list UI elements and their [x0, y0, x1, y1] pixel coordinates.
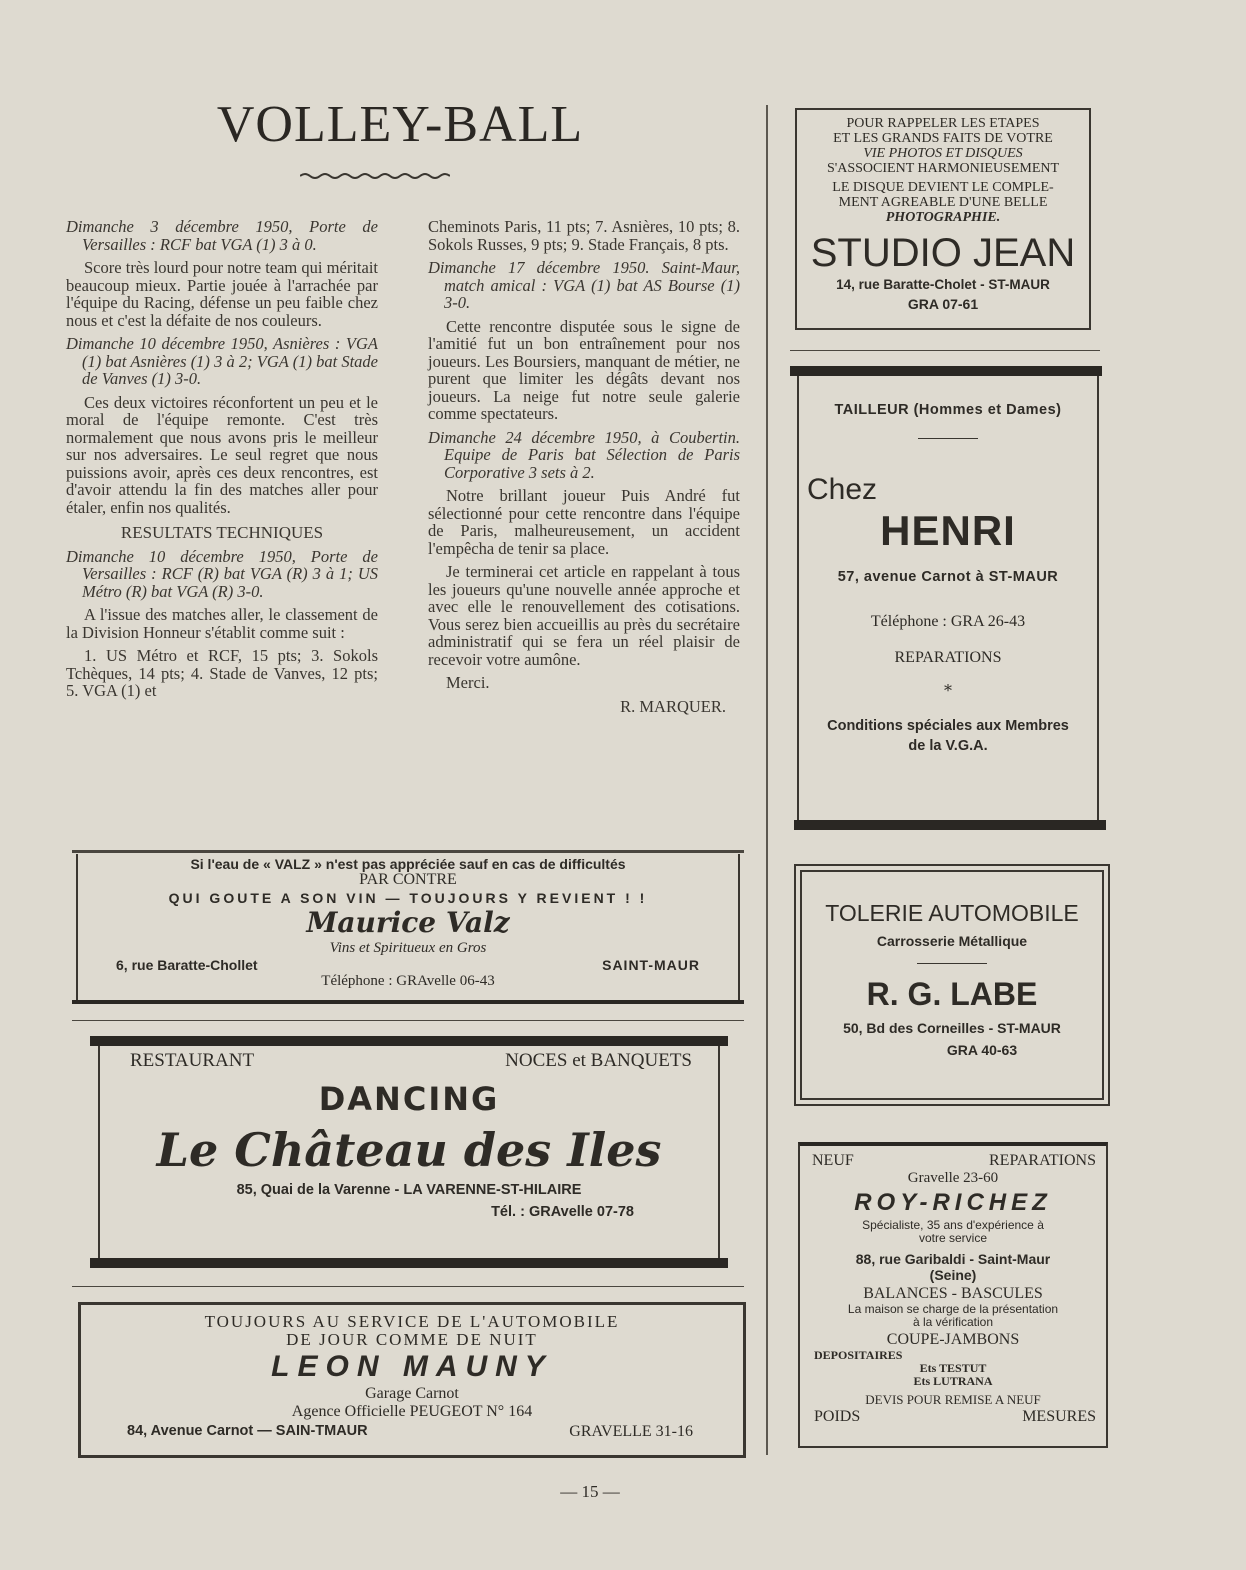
ad-line: DEPOSITAIRES	[814, 1348, 903, 1362]
ad-henri	[797, 376, 1099, 820]
ad-line: REPARATIONS	[989, 1152, 1096, 1169]
ad-line: Garage Carnot	[365, 1385, 459, 1402]
ad-address: 14, rue Baratte-Cholet - ST-MAUR	[836, 277, 1050, 292]
ad-chateau	[98, 1046, 720, 1260]
ad-line: MENT AGREABLE D'UNE BELLE	[838, 195, 1048, 210]
paragraph: Cheminots Paris, 11 pts; 7. Asnières, 10 pts; 8. Sokols Russes, 9 pts; 9. Stade Français, 8 pts.	[428, 217, 740, 254]
title-ornament	[300, 172, 450, 180]
paragraph: Dimanche 24 décembre 1950, à Coubertin. Equipe de Paris bat Sélection de Paris Corporative 3 sets à 2.	[428, 427, 740, 482]
ad-line: Si l'eau de « VALZ » n'est pas appréciée sauf en cas de difficultés	[190, 856, 626, 872]
ad-line: TOUJOURS AU SERVICE DE L'AUTOMOBILE	[204, 1312, 620, 1331]
ad-line: BALANCES - BASCULES	[863, 1285, 1043, 1302]
ad-line: PHOTOGRAPHIE.	[885, 210, 1001, 225]
column-divider	[766, 105, 768, 1455]
ad-line: de la V.G.A.	[908, 738, 988, 754]
paragraph: Je terminerai cet article en rappelant à tous les joueurs qu'une nouvelle année approche et avec elle le renouvellement des cotisations. Vous serez bien accueillis au près du secrétaire administratif qui se fera un réel plaisir de recevoir votre aumône.	[428, 562, 740, 669]
ad-line: VIE PHOTOS ET DISQUES	[863, 146, 1023, 161]
ad-phone: Gravelle 23-60	[907, 1170, 999, 1186]
paragraph: Score très lourd pour notre team qui méritait beaucoup mieux. Partie jouée à l'arrachée par l'équipe du Racing, défense un peu faible chez nous et c'est la défaite de nos couleurs.	[66, 258, 378, 330]
paragraph: Notre brillant joueur Puis André fut sélectionné pour cette rencontre dans l'équipe de Paris, malheureusement, un accident l'empêcha de tenir sa place.	[428, 486, 740, 558]
ad-phone: Téléphone : GRA 26-43	[870, 613, 1026, 630]
ad-line: Carrosserie Métallique	[876, 933, 1028, 949]
paragraph: Ces deux victoires réconfortent un peu et le moral de l'équipe remonte. C'est très normalement que nous avons pris le meilleur sur nos adversaires. Le seul regret que nous puissions avoir, après ces deux rencontres, est d'avoir attendu la fin des matches aller pour étaler, enfin nos qualités.	[66, 392, 378, 517]
divider	[794, 820, 1106, 830]
divider	[90, 1258, 728, 1268]
ad-phone: GRA 40-63	[946, 1042, 1018, 1058]
ad-chez: Chez	[807, 473, 878, 506]
ad-line: RESTAURANT	[130, 1050, 255, 1071]
ad-line: COUPE-JAMBONS	[886, 1331, 1020, 1348]
ad-line: La maison se charge de la présentation	[847, 1302, 1059, 1316]
ad-phone: GRA 07-61	[907, 296, 979, 312]
ad-valz	[76, 854, 740, 1000]
ad-line: (Seine)	[929, 1267, 977, 1283]
ad-line: Ets TESTUT	[919, 1361, 987, 1375]
ad-address: 88, rue Garibaldi - Saint-Maur	[855, 1251, 1051, 1267]
star-icon: *	[944, 681, 952, 700]
ad-address: 85, Quai de la Varenne - LA VARENNE-ST-HILAIRE	[236, 1182, 582, 1198]
ad-line: ET LES GRANDS FAITS DE VOTRE	[833, 131, 1053, 146]
ad-name: STUDIO JEAN	[810, 231, 1076, 275]
ad-mauny	[78, 1302, 746, 1458]
ad-name: LEON MAUNY	[271, 1350, 553, 1383]
ad-line: votre service	[918, 1231, 988, 1245]
ad-name: Le Château des Iles	[156, 1123, 662, 1177]
ad-line: Conditions spéciales aux Membres	[827, 718, 1069, 734]
ad-line: POUR RAPPELER LES ETAPES	[846, 116, 1040, 131]
paragraph: Dimanche 17 décembre 1950. Saint-Maur, match amical : VGA (1) bat AS Bourse (1) 3-0.	[428, 258, 740, 312]
ad-line: à la vérification	[912, 1315, 994, 1329]
ad-title: TOLERIE AUTOMOBILE	[825, 900, 1079, 926]
ad-roy-richez	[798, 1142, 1108, 1448]
ad-name: Maurice Valz	[306, 906, 510, 939]
paragraph: Merci.	[446, 673, 490, 692]
ad-address: 6, rue Baratte-Chollet	[116, 957, 258, 973]
ad-line: DE JOUR COMME DE NUIT	[286, 1330, 538, 1349]
ad-city: SAINT-MAUR	[602, 957, 700, 973]
paragraph: Cette rencontre disputée sous le signe de l'amitié fut un bon entraînement pour nos joueurs. Les Boursiers, manquant de métier, ne purent que limiter les dégâts devant nos joueurs. La neige fut notre seule galerie comme spectateurs.	[428, 316, 740, 423]
ad-line: LE DISQUE DEVIENT LE COMPLE-	[832, 180, 1054, 195]
divider	[72, 1020, 744, 1021]
rule	[917, 963, 987, 964]
ad-line: POIDS	[814, 1408, 861, 1425]
ad-line: Ets LUTRANA	[913, 1374, 993, 1388]
ad-dancing: DANCING	[318, 1080, 500, 1118]
divider	[90, 1036, 728, 1046]
divider	[72, 1286, 744, 1287]
ad-line: Vins et Spiritueux en Gros	[329, 940, 487, 956]
paragraph: 1. US Métro et RCF, 15 pts; 3. Sokols Tchèques, 14 pts; 4. Stade de Vanves, 12 pts; 5. VGA (1) et	[66, 646, 378, 700]
article-title: VOLLEY-BALL	[216, 96, 584, 153]
divider	[72, 850, 744, 853]
section-heading: RESULTATS TECHNIQUES	[120, 523, 324, 542]
paragraph: Dimanche 3 décembre 1950, Porte de Versailles : RCF bat VGA (1) 3 à 0.	[66, 217, 378, 254]
ad-line: REPARATIONS	[894, 649, 1002, 666]
ad-labe	[800, 870, 1104, 1100]
page-number: — 15 —	[560, 1482, 620, 1501]
ad-address: 84, Avenue Carnot — SAIN-TMAUR	[127, 1423, 368, 1439]
ad-name: R. G. LABE	[866, 976, 1038, 1012]
ad-line: MESURES	[1022, 1408, 1096, 1425]
ad-line: S'ASSOCIENT HARMONIEUSEMENT	[826, 161, 1060, 176]
ad-line: PAR CONTRE	[359, 871, 457, 888]
signature: R. MARQUER.	[620, 696, 726, 716]
ad-studio-jean	[795, 108, 1091, 330]
ad-line: DEVIS POUR REMISE A NEUF	[865, 1392, 1041, 1407]
ad-line: NEUF	[812, 1152, 854, 1169]
article-left-column	[66, 218, 378, 706]
paragraph: Dimanche 10 décembre 1950, Asnières : VGA (1) bat Asnières (1) 3 à 2; VGA (1) bat Stade de Vanves (1) 3-0.	[66, 334, 378, 388]
ad-line: NOCES et BANQUETS	[505, 1050, 692, 1071]
ad-tag: TAILLEUR (Hommes et Dames)	[834, 402, 1062, 418]
ad-name: ROY-RICHEZ	[854, 1189, 1052, 1216]
ad-address: 50, Bd des Corneilles - ST-MAUR	[843, 1020, 1061, 1036]
paragraph: Dimanche 10 décembre 1950, Porte de Versailles : RCF (R) bat VGA (R) 3 à 1; US Métro (R) bat VGA (R) 3-0.	[66, 546, 378, 601]
ad-line: Spécialiste, 35 ans d'expérience à	[862, 1218, 1044, 1232]
ad-phone: GRAVELLE 31-16	[569, 1423, 693, 1440]
ad-phone: Tél. : GRAvelle 07-78	[491, 1204, 634, 1220]
rule	[918, 438, 978, 439]
divider	[790, 366, 1102, 376]
article-right-column	[428, 218, 740, 721]
divider	[72, 1000, 744, 1004]
ad-phone: Téléphone : GRAvelle 06-43	[321, 973, 495, 989]
ad-line: Agence Officielle PEUGEOT N° 164	[291, 1403, 533, 1420]
ad-name: HENRI	[880, 507, 1016, 554]
ad-line: QUI GOUTE A SON VIN — TOUJOURS Y REVIENT ! !	[168, 890, 648, 906]
ad-address: 57, avenue Carnot à ST-MAUR	[837, 569, 1059, 585]
paragraph: A l'issue des matches aller, le classement de la Division Honneur s'établit comme suit :	[66, 605, 378, 642]
divider	[790, 350, 1100, 351]
